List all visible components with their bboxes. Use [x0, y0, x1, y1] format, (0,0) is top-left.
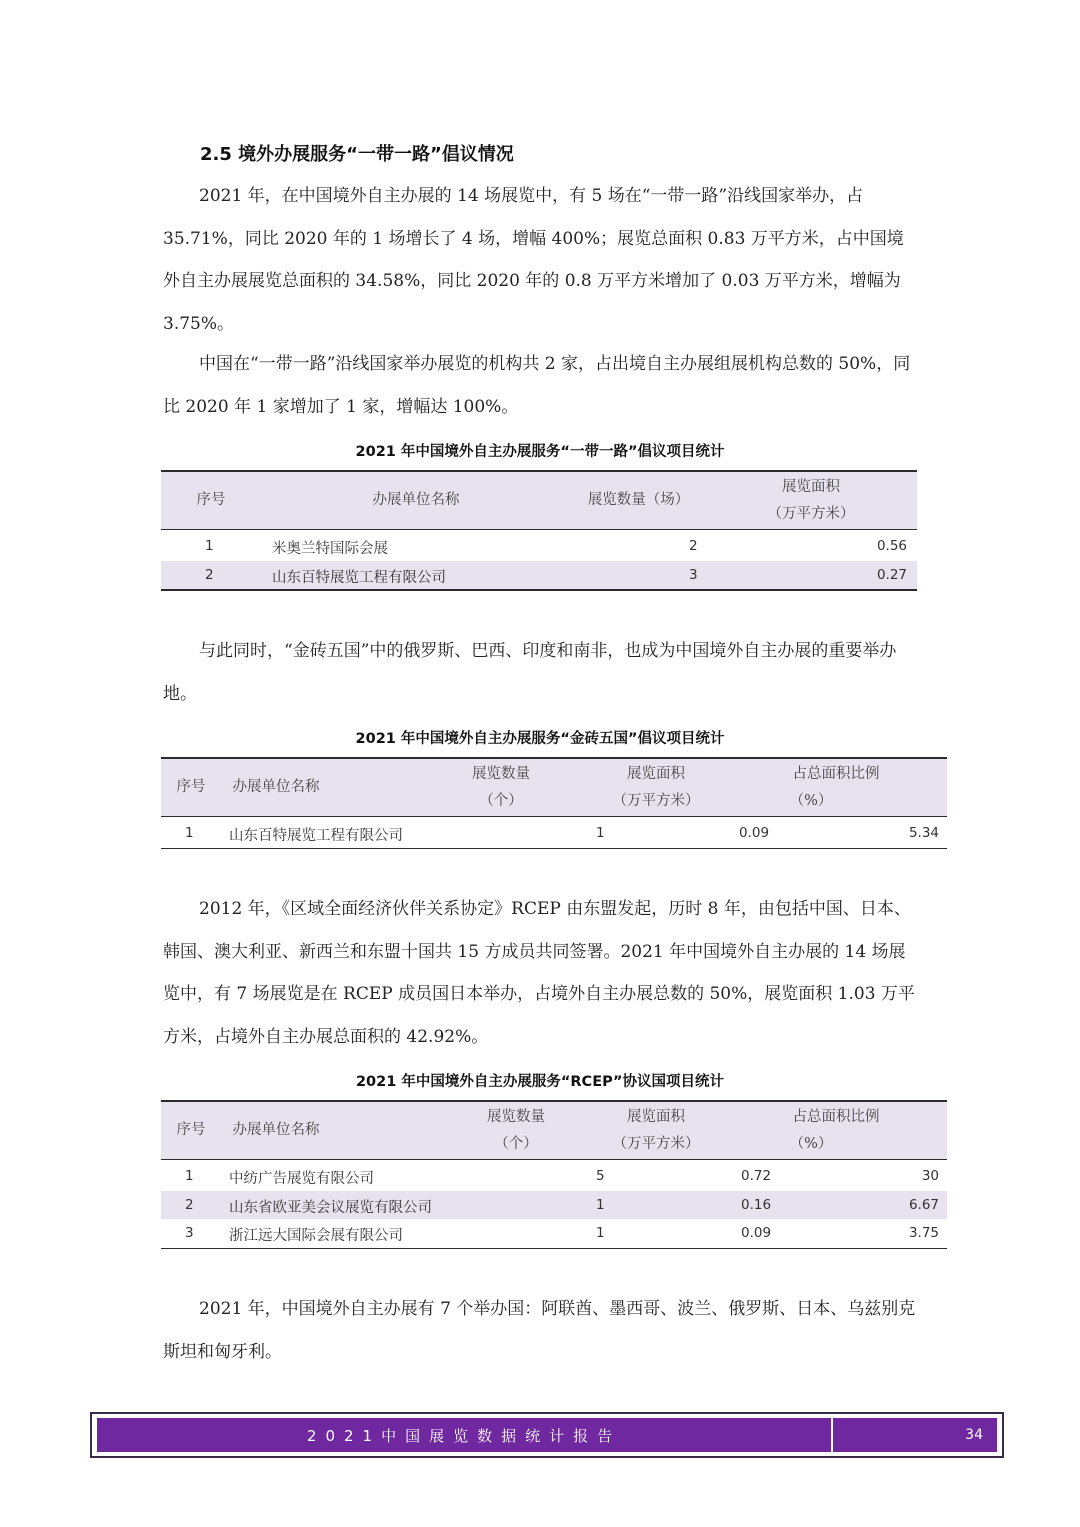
table3-header-count-line1: 展览数量 — [487, 1109, 545, 1125]
table1-header — [161, 472, 917, 530]
paragraph-1-text: 2021 年，在中国境外自主办展的 14 场展览中，有 5 场在“一带一路”沿线国家举办，占 35.71%，同比 2020 年的 1 场增长了 4 场，增幅 400%；展览总面积 0.83 万平方米，占中国境外自主办展展览总面积的 34.58%，同比 2020 年的 0.8 万平方米增加了 0.03 万平方米，增幅为 3.75%。 — [163, 186, 904, 334]
paragraph-2-text: 中国在“一带一路”沿线国家举办展览的机构共 2 家，占出境自主办展组展机构总数的 50%，同比 2020 年 1 家增加了 1 家，增幅达 100%。 — [163, 354, 911, 417]
table-row — [161, 1191, 947, 1220]
table2-row1-ratio: 5.34 — [908, 825, 939, 841]
table1-header-area-line1: 展览面积 — [782, 479, 840, 495]
paragraph-1 — [163, 175, 919, 345]
table3-header-area-line2: （万平方米） — [612, 1136, 700, 1152]
table1-row1-area: 0.56 — [876, 538, 907, 554]
table1-header-seq: 序号 — [196, 492, 226, 508]
table3-row2-count: 1 — [596, 1196, 605, 1213]
table3-row3-seq: 3 — [185, 1225, 194, 1241]
table2-row1-org: 山东百特展览工程有限公司 — [229, 828, 403, 844]
table2-caption: 2021 年中国境外自主办展服务“金砖五国”倡议项目统计 — [355, 731, 725, 747]
table2-header-ratio-line2: （%） — [789, 793, 833, 809]
table3-row1-org: 中纺广告展览有限公司 — [229, 1171, 374, 1187]
table3-row3-count: 1 — [596, 1225, 605, 1241]
section-heading: 2.5 境外办展服务“一带一路”倡议情况 — [200, 144, 514, 165]
paragraph-4 — [163, 888, 919, 1058]
table2-header-seq: 序号 — [176, 779, 206, 795]
table3-header-area-line1: 展览面积 — [627, 1109, 685, 1125]
table3-row3-org: 浙江远大国际会展有限公司 — [229, 1228, 403, 1244]
table2-header-ratio-line1: 占总面积比例 — [792, 766, 880, 782]
footer-banner — [90, 1412, 1004, 1458]
table3-header-org: 办展单位名称 — [232, 1122, 320, 1138]
table2-header-count-line1: 展览数量 — [472, 766, 530, 782]
table1-header-area-line2: （万平方米） — [767, 506, 855, 522]
table1-header-count: 展览数量（场） — [587, 492, 690, 508]
table2-header-count-line2: （个） — [479, 793, 523, 809]
table-row — [161, 819, 947, 848]
table2-row1-count: 1 — [596, 825, 605, 841]
table3-caption: 2021 年中国境外自主办展服务“RCEP”协议国项目统计 — [355, 1074, 725, 1090]
table3-row3-area: 0.09 — [741, 1225, 772, 1241]
table3-row2-org: 山东省欧亚美会议展览有限公司 — [229, 1199, 432, 1216]
table1-row1-seq: 1 — [205, 538, 214, 554]
paragraph-3 — [163, 630, 919, 715]
table2-row1-area: 0.09 — [739, 825, 770, 841]
table3-row2-seq: 2 — [185, 1196, 194, 1213]
footer-report-title: 2021中国展览数据统计报告 — [97, 1418, 833, 1452]
table1-header-org: 办展单位名称 — [372, 492, 460, 508]
table3-row2-ratio: 6.67 — [908, 1196, 939, 1213]
table2-header-area-line1: 展览面积 — [627, 766, 685, 782]
page-number: 34 — [965, 1427, 983, 1443]
table1-row1-org: 米奥兰特国际会展 — [272, 541, 388, 557]
table3-header-seq: 序号 — [176, 1122, 206, 1138]
table-row — [161, 1162, 947, 1191]
table-row — [161, 532, 917, 561]
table3-row1-count: 5 — [596, 1168, 605, 1184]
table1-row2-area: 0.27 — [876, 566, 907, 583]
table2-row1-seq: 1 — [185, 825, 194, 841]
table2 — [161, 757, 947, 849]
table-row — [161, 1219, 947, 1248]
table-row — [161, 561, 917, 590]
paragraph-3-text: 与此同时，“金砖五国”中的俄罗斯、巴西、印度和南非，也成为中国境外自主办展的重要举办地。 — [163, 641, 897, 704]
table1-row1-count: 2 — [689, 538, 698, 554]
table3-row1-seq: 1 — [185, 1168, 194, 1184]
paragraph-5 — [163, 1288, 919, 1373]
paragraph-4-text: 2012 年，《区域全面经济伙伴关系协定》RCEP 由东盟发起，历时 8 年，由包括中国、日本、韩国、澳大利亚、新西兰和东盟十国共 15 方成员共同签署。2021 年中国境外自主办展的 14 场展览中，有 7 场展览是在 RCEP 成员国日本举办，占境外自主办展总数的 50%，展览面积 1.03 万平方米，占境外自主办展总面积的 42.92%。 — [163, 899, 915, 1047]
table3-header-count-line2: （个） — [494, 1136, 538, 1152]
table3-row1-ratio: 30 — [921, 1168, 939, 1184]
table1-row2-seq: 2 — [205, 566, 214, 583]
table3 — [161, 1100, 947, 1249]
table1-row2-count: 3 — [689, 566, 698, 583]
table1 — [161, 470, 917, 591]
table1-caption: 2021 年中国境外自主办展服务“一带一路”倡议项目统计 — [355, 444, 725, 460]
footer-bar — [97, 1418, 997, 1452]
table3-header — [161, 1102, 947, 1160]
paragraph-5-text: 2021 年，中国境外自主办展有 7 个举办国：阿联酋、墨西哥、波兰、俄罗斯、日本、乌兹别克斯坦和匈牙利。 — [163, 1299, 916, 1362]
table3-row2-area: 0.16 — [741, 1196, 772, 1213]
table2-header — [161, 759, 947, 817]
table2-header-org: 办展单位名称 — [232, 779, 320, 795]
table2-header-area-line2: （万平方米） — [612, 793, 700, 809]
table3-header-ratio-line1: 占总面积比例 — [792, 1109, 880, 1125]
table1-row2-org: 山东百特展览工程有限公司 — [272, 569, 446, 586]
table3-row1-area: 0.72 — [741, 1168, 772, 1184]
table3-row3-ratio: 3.75 — [908, 1225, 939, 1241]
paragraph-2 — [163, 343, 919, 428]
table3-header-ratio-line2: （%） — [789, 1136, 833, 1152]
